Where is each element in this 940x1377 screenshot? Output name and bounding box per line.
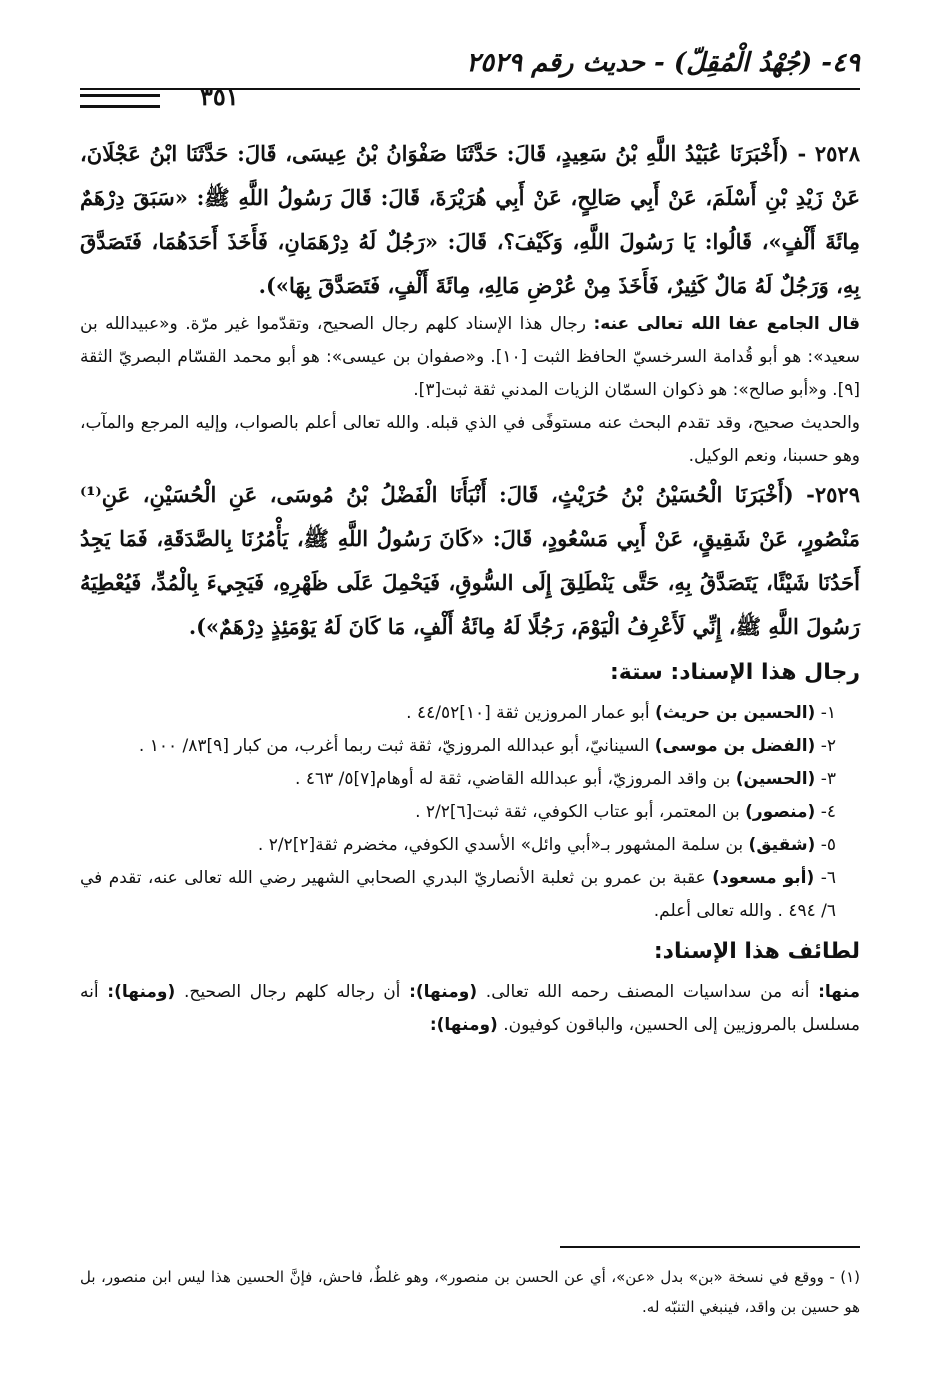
commentary-text: رجال هذا الإسناد كلهم رجال الصحيح، وتقدّموا غير مرّة. و«عبيدالله بن سعيد»: هو أبو قُدامة السرخسيّ الحافظ الثبت [١٠]. و«صفوان بن عيسى»: هو أبو محمد القسّام البصريّ الثقة [٩]. و«أبو صالح»: هو ذكوان السمّان الزيات المدني ثقة ثبت[٣]. [80,314,860,400]
narrator-number: ٦- [814,868,836,888]
narrator-number: ٤- [815,802,836,822]
lataif-lead-d: (ومنها): [429,1015,498,1035]
narrator-details: بن المعتمر، أبو عتاب الكوفي، ثقة ثبت[٦]٢/٢ . [415,802,746,822]
narrator-name: (أبو مسعود) [712,868,815,888]
narrator-name: (الحسين بن حريث) [655,703,816,723]
narrator-details: السينانيّ، أبو عبدالله المروزيّ، ثقة ثبت ربما أغرب، من كبار [٩]٨٣/ ١٠٠ . [138,736,655,756]
narrators-heading: رجال هذا الإسناد: ستة: [610,660,860,685]
lataif-text-c: أنه مسلسل بالمروزيين إلى الحسين، والباقون كوفيون. [80,982,860,1035]
page-content [80,132,860,1042]
narrator-item [80,697,860,730]
lataif-paragraph [80,976,860,1042]
lataif-text-b: أن رجاله كلهم رجال الصحيح. [175,982,410,1002]
narrator-item [80,829,860,862]
narrator-details: أبو عمار المروزين ثقة [١٠]٤٤/٥٢ . [406,703,656,723]
narrator-item [80,763,860,796]
header-rule [80,88,860,90]
narrator-item [80,730,860,763]
footnote-rule [560,1246,860,1248]
lataif-text-a: أنه من سداسيات المصنف رحمه الله تعالى. [477,982,819,1002]
narrator-details: بن واقد المروزيّ، أبو عبدالله القاضي، ثقة له أوهام[٧]٥/ ٤٦٣ . [295,769,736,789]
footnote: (١) - ووقع في نسخة «بن» بدل «عن»، أي عن الحسن بن منصور»، وهو غلطٌ، فاحش، فإنَّ الحسين هذا ليس ابن منصور، بل هو حسين بن واقد، فينبغي التنبّه له. [80,1268,860,1316]
lataif-lead-c: (ومنها): [107,982,176,1002]
narrator-number: ١- [815,703,836,723]
hadith-2529: ٢٥٢٩- (أَخْبَرَنَا الْحُسَيْنُ بْنُ حُرَيْثٍ، قَالَ: أَنْبَأَنَا الْفَضْلُ بْنُ مُوسَى، عَنِ الْحُسَيْنِ، عَنِ⁽¹⁾ مَنْصُورٍ، عَنْ شَقِيقٍ، عَنْ أَبِي مَسْعُودٍ، قَالَ: «كَانَ رَسُولُ اللَّهِ ﷺ، يَأْمُرُنَا بِالصَّدَقَةِ، فَمَا يَجِدُ أَحَدُنَا شَيْئًا، يَتَصَدَّقُ بِهِ، حَتَّى يَنْطَلِقَ إِلَى السُّوقِ، فَيَحْمِلَ عَلَى ظَهْرِهِ، فَيَجِيءَ بِالْمُدِّ، فَيُعْطِيَهُ رَسُولَ اللَّهِ ﷺ، إِنِّي لَأَعْرِفُ الْيَوْمَ، رَجُلًا لَهُ مِائَةُ أَلْفٍ، مَا كَانَ لَهُ يَوْمَئِذٍ دِرْهَمٌ»). [80,482,860,639]
narrator-details: عقبة بن عمرو بن ثعلبة الأنصاريّ البدري الصحابي الشهير رضي الله تعالى عنه، تقدم في ٦/ ٤٩٤ . والله تعالى أعلم. [80,868,836,921]
narrator-item [80,796,860,829]
narrator-name: (الفضل بن موسى) [654,736,816,756]
lataif-lead: منها: [818,982,860,1002]
lataif-heading: لطائف هذا الإسناد: [653,939,860,964]
narrator-details: بن سلمة المشهور بـ«أبي وائل» الأسدي الكوفي، مخضرم ثقة[٢]٢/٢ . [257,835,749,855]
commentary-ruling-2528: والحديث صحيح، وقد تقدم البحث عنه مستوفًى في الذي قبله. والله تعالى أعلم بالصواب، وإليه المرجع والمآب، وهو حسبنا، ونعم الوكيل. [80,413,860,466]
narrator-name: (الحسين) [735,769,816,789]
page-number: ٣٥١ [200,82,239,111]
narrators-list [80,697,860,928]
narrator-number: ٥- [815,835,836,855]
narrator-name: (منصور) [745,802,816,822]
narrator-number: ٣- [815,769,836,789]
commentary-isnad-2528 [80,308,860,407]
page-header [80,48,860,118]
narrator-name: (شقيق) [748,835,816,855]
narrator-item [80,862,860,928]
hadith-2528: ٢٥٢٨ - (أَخْبَرَنَا عُبَيْدُ اللَّهِ بْنُ سَعِيدٍ، قَالَ: حَدَّثَنَا صَفْوَانُ بْنُ عِيسَى، قَالَ: حَدَّثَنَا ابْنُ عَجْلَانَ، عَنْ زَيْدِ بْنِ أَسْلَمَ، عَنْ أَبِي صَالِحٍ، عَنْ أَبِي هُرَيْرَةَ، قَالَ: قَالَ رَسُولُ اللَّهِ ﷺ: «سَبَقَ دِرْهَمٌ مِائَةَ أَلْفٍ»، قَالُوا: يَا رَسُولَ اللَّهِ، وَكَيْفَ؟، قَالَ: «رَجُلٌ لَهُ دِرْهَمَانِ، فَأَخَذَ أَحَدَهُمَا، فَتَصَدَّقَ بِهِ، وَرَجُلٌ لَهُ مَالٌ كَثِيرٌ، فَأَخَذَ مِنْ عُرْضِ مَالِهِ، مِائَةَ أَلْفٍ، فَتَصَدَّقَ بِهَا»). [80,141,860,298]
running-title: ٤٩- (جُهْدُ الْمُقِلّ) - حديث رقم ٢٥٢٩ [466,48,860,78]
lataif-lead-b: (ومنها): [409,982,478,1002]
narrator-number: ٢- [815,736,836,756]
header-double-bar [80,94,160,108]
commentary-lead: قال الجامع عفا الله تعالى عنه: [593,314,860,334]
